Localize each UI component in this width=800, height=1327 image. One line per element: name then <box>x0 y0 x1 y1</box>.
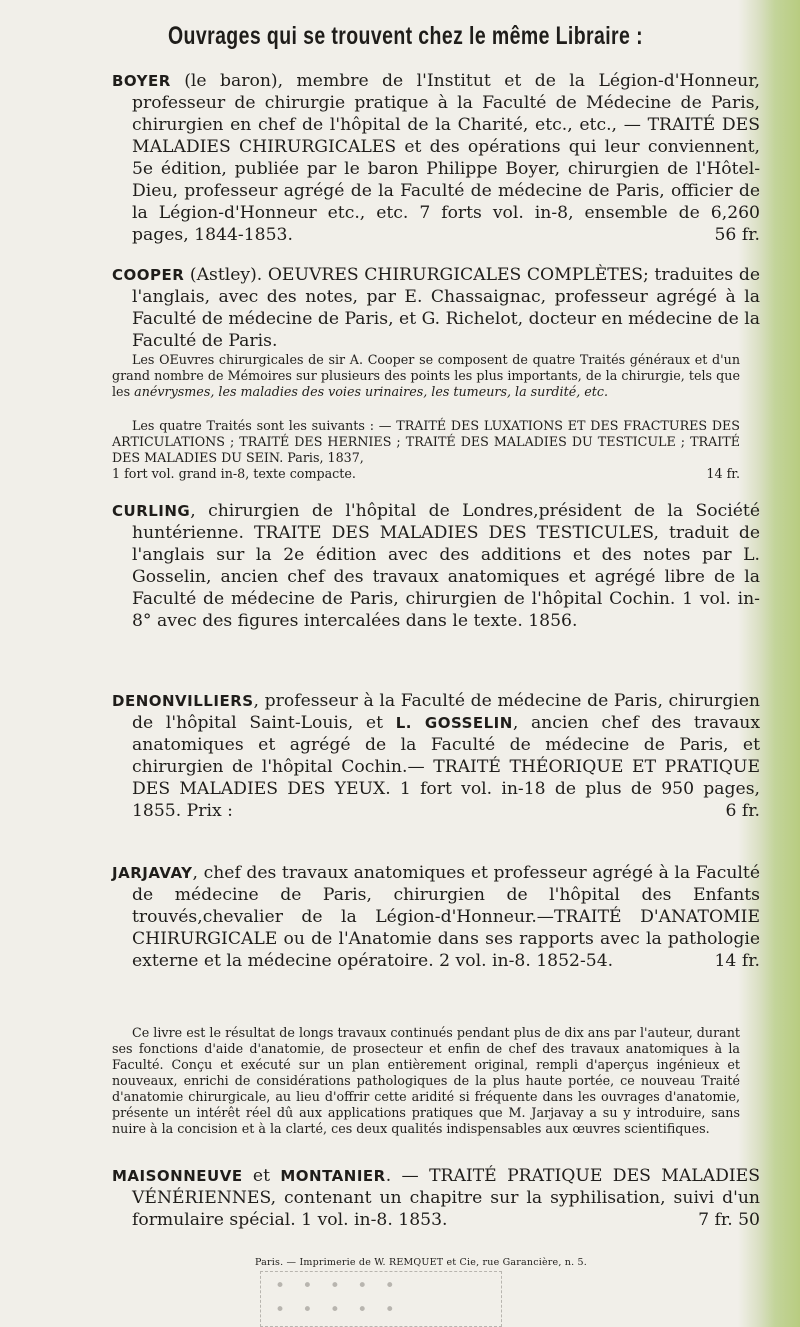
entry-maisonneuve <box>112 1165 760 1231</box>
cooper-treatises <box>112 418 740 466</box>
entry-text-2: , ancien chef des travaux anatomiques et agrégé de la Faculté de médecine de Paris, et chirurgien de l'hôpital Cochin.— TRAITÉ THÉORIQUE ET PRATIQUE DES MALADIES DES YEUX. 1 fort vol. in-18 de plus de 950 pages, 1855. Prix : <box>132 713 761 821</box>
entry-text: (Astley). OEUVRES CHIRURGICALES COMPLÈTES; traduites de l'anglais, avec des notes, par E. Chassaignac, professeur agrégé à la Faculté de médecine de Paris, et G. Richelot, docteur en médecine de la Faculté de Paris. <box>132 265 760 351</box>
entry-price: 14 fr. <box>706 466 740 481</box>
note-text: 1 fort vol. grand in-8, texte compacte. <box>112 466 356 481</box>
entry-author: DENONVILLIERS <box>112 692 254 710</box>
entry-author: COOPER <box>112 266 185 284</box>
cooper-volume <box>112 466 740 482</box>
cooper-note <box>112 352 740 400</box>
entry-price: 7 fr. 50 <box>698 1210 760 1230</box>
entry-cooper <box>112 264 760 352</box>
entry-denonvilliers <box>112 690 760 822</box>
entry-text: , chirurgien de l'hôpital de Londres,président de la Société huntérienne. TRAITE DES MALADIES DES TESTICULES, traduit de l'anglais sur la 2e édition avec des additions et des notes par L. Gosselin, ancien chef des travaux anatomiques et agrégé libre de la Faculté de médecine de Paris, chirurgien de l'hôpital Cochin. 1 vol. in-8° avec des figures intercalées dans le texte. 1856. <box>132 501 760 631</box>
entry-author: BOYER <box>112 72 171 90</box>
entry-price: 56 fr. <box>714 225 760 245</box>
jarjavay-note <box>112 1025 740 1137</box>
entry-author: CURLING <box>112 502 191 520</box>
note-italic: anévrysmes, les maladies des voies urinaires, les tumeurs, la surdité, etc. <box>134 384 609 399</box>
stamp-line: • • • • • <box>275 1300 401 1320</box>
printer-imprint: Paris. — Imprimerie de W. REMQUET et Cie, rue Garancière, n. 5. <box>255 1257 587 1268</box>
entry-author-2: MONTANIER <box>280 1167 386 1185</box>
entry-jarjavay <box>112 862 760 972</box>
note-text: Ce livre est le résultat de longs travaux continués pendant plus de dix ans par l'auteur, durant ses fonctions d'aide d'anatomie, de prosecteur et enfin de chef des travaux anatomiques à la Faculté. Conçu et exécuté sur un plan entièrement original, rempli d'aperçus ingénieux et nouveaux, enrichi de considérations pathologiques de la plus haute portée, ce nouveau Traité d'anatomie chirurgicale, au lieu d'offrir cette aridité si fréquente dans les ouvrages d'anatomie, présente un intérêt réel dû aux applications pratiques que M. Jarjavay a su y introduire, sans nuire à la concision et à la clarté, ces deux qualités indispensables aux œuvres scientifiques. <box>112 1025 740 1136</box>
entry-curling <box>112 500 760 632</box>
entry-author: MAISONNEUVE <box>112 1167 243 1185</box>
entry-text: , chef des travaux anatomiques et professeur agrégé à la Faculté de médecine de Paris, chirurgien de l'hôpital des Enfants trouvés,chevalier de la Légion-d'Honneur.—TRAITÉ D'ANATOMIE CHIRURGICALE ou de l'Anatomie dans ses rapports avec la pathologie externe et la médecine opératoire. 2 vol. in-8. 1852-54. <box>132 863 760 971</box>
stamp-line: • • • • • <box>275 1276 401 1296</box>
entry-joiner: et <box>242 1166 281 1186</box>
entry-boyer <box>112 70 760 246</box>
note-text: Les quatre Traités sont les suivants : — TRAITÉ DES LUXATIONS ET DES FRACTURES DES ARTICULATIONS ; TRAITÉ DES HERNIES ; TRAITÉ DES MALADIES DU TESTICULE ; TRAITÉ DES MALADIES DU SEIN. Paris, 1837, <box>112 418 740 465</box>
entry-author: JARJAVAY <box>112 864 193 882</box>
entry-price: 14 fr. <box>714 951 760 971</box>
entry-text-2: . — TRAITÉ PRATIQUE DES MALADIES VÉNÉRIENNES, contenant un chapitre sur la syphilisation, suivi d'un formulaire spécial. 1 vol. in-8. 1853. <box>132 1166 760 1230</box>
entry-price: 6 fr. <box>725 801 760 821</box>
faint-stamp <box>260 1271 502 1327</box>
entry-text: , professeur à la Faculté de médecine de Paris, chirurgien de l'hôpital Saint-Louis, et <box>132 691 760 733</box>
entry-author-2: L. GOSSELIN <box>395 714 513 732</box>
note-text: Les OEuvres chirurgicales de sir A. Cooper se composent de quatre Traités généraux et d'un grand nombre de Mémoires sur plusieurs des points les plus importants, de la chirurgie, tels que les <box>112 352 740 399</box>
page-title: Ouvrages qui se trouvent chez le même Libraire : <box>168 22 643 50</box>
entry-text: (le baron), membre de l'Institut et de la Légion-d'Honneur, professeur de chirurgie pratique à la Faculté de Médecine de Paris, chirurgien en chef de l'hôpital de la Charité, etc., etc., — TRAITÉ DES MALADIES CHIRURGICALES et des opérations qui leur conviennent, 5e édition, publiée par le baron Philippe Boyer, chirurgien de l'Hôtel-Dieu, professeur agrégé de la Faculté de médecine de Paris, officier de la Légion-d'Honneur etc., etc. 7 forts vol. in-8, ensemble de 6,260 pages, 1844-1853. <box>132 71 760 245</box>
